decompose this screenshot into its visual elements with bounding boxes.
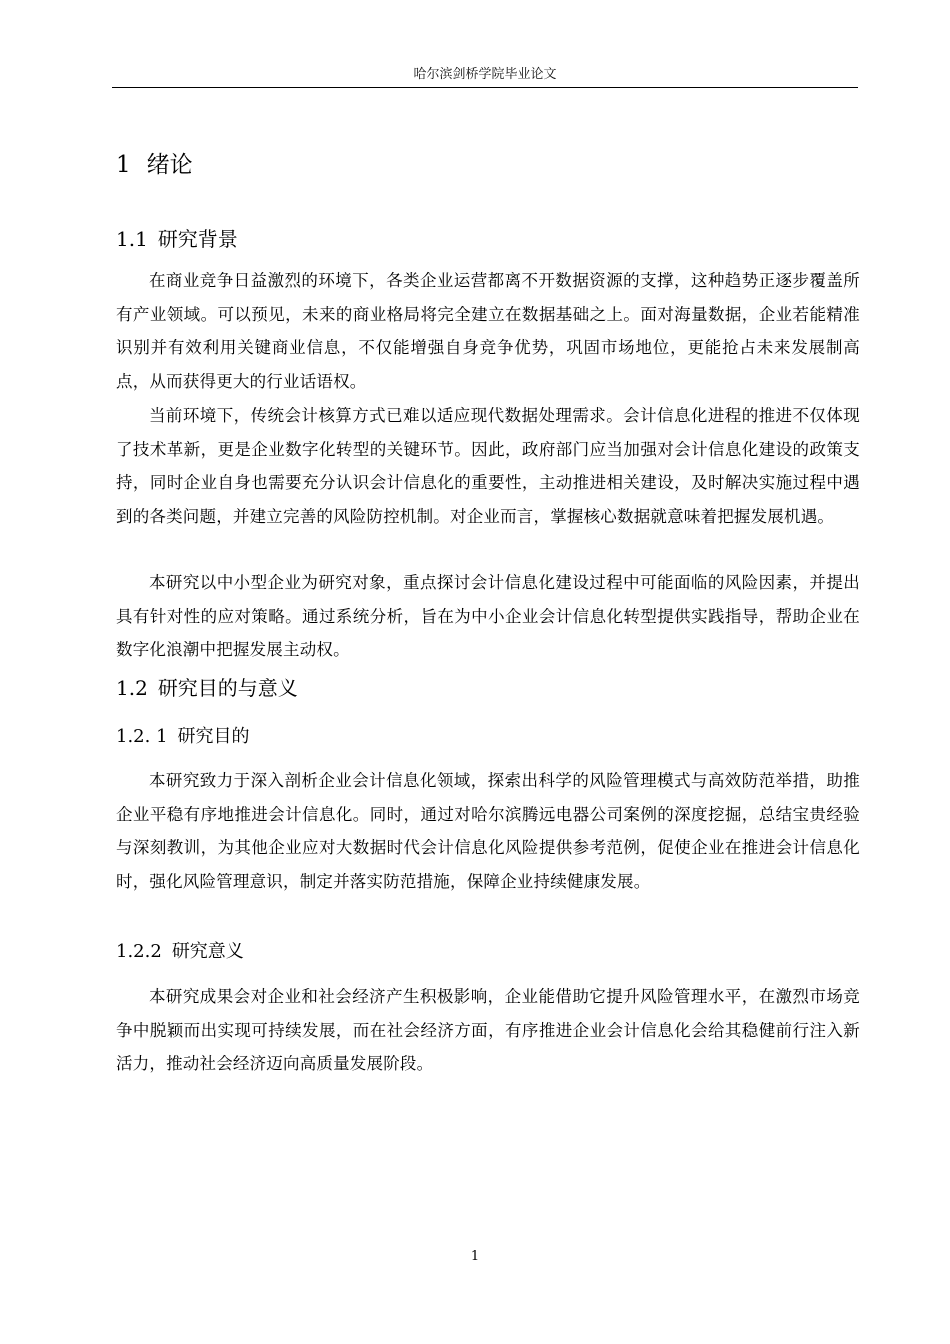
subsection-title: 研究意义 [171, 941, 244, 962]
subsection-number: 1.2. 1 [116, 726, 168, 747]
section-title: 研究目的与意义 [157, 676, 298, 700]
subsection-heading-1-2-2 [116, 939, 244, 965]
page-number: 1 [470, 1249, 480, 1264]
paragraph-significance: 本研究成果会对企业和社会经济产生积极影响，企业能借助它提升风险管理水平，在激烈市场竞争中脱颖而出实现可持续发展，而在社会经济方面，有序推进企业会计信息化会给其稳健前行注入新活力，推动社会经济迈向高质量发展阶段。 [116, 987, 860, 1074]
section-title: 研究背景 [157, 227, 238, 251]
section-number: 1.1 [116, 227, 148, 251]
section-heading-1-2 [116, 674, 298, 702]
chapter-title: 绪论 [146, 152, 193, 178]
paragraph-background-2: 当前环境下，传统会计核算方式已难以适应现代数据处理需求。会计信息化进程的推进不仅体现了技术革新，更是企业数字化转型的关键环节。因此，政府部门应当加强对会计信息化建设的政策支持，同时企业自身也需要充分认识会计信息化的重要性，主动推进相关建设，及时解决实施过程中遇到的各类问题，并建立完善的风险防控机制。对企业而言，掌握核心数据就意味着把握发展机遇。 [116, 406, 860, 526]
subsection-number: 1.2.2 [116, 941, 162, 962]
header-divider [112, 87, 858, 88]
section-heading-1-1 [116, 225, 238, 253]
section-number: 1.2 [116, 676, 148, 700]
paragraph-background-3: 本研究以中小型企业为研究对象，重点探讨会计信息化建设过程中可能面临的风险因素，并提出具有针对性的应对策略。通过系统分析，旨在为中小企业会计信息化转型提供实践指导，帮助企业在数字化浪潮中把握发展主动权。 [116, 573, 860, 660]
chapter-heading [116, 150, 193, 180]
paragraph-purpose: 本研究致力于深入剖析企业会计信息化领域，探索出科学的风险管理模式与高效防范举措，助推企业平稳有序地推进会计信息化。同时，通过对哈尔滨腾远电器公司案例的深度挖掘，总结宝贵经验与深刻教训，为其他企业应对大数据时代会计信息化风险提供参考范例，促使企业在推进会计信息化时，强化风险管理意识，制定并落实防范措施，保障企业持续健康发展。 [116, 771, 860, 891]
paragraph-background-1: 在商业竞争日益激烈的环境下，各类企业运营都离不开数据资源的支撑，这种趋势正逐步覆盖所有产业领域。可以预见，未来的商业格局将完全建立在数据基础之上。面对海量数据，企业若能精准识别并有效利用关键商业信息，不仅能增强自身竞争优势，巩固市场地位，更能抢占未来发展制高点，从而获得更大的行业话语权。 [116, 271, 860, 391]
subsection-heading-1-2-1 [116, 724, 250, 750]
subsection-title: 研究目的 [177, 726, 250, 747]
chapter-number: 1 [116, 152, 131, 178]
running-header: 哈尔滨剑桥学院毕业论文 [413, 67, 557, 82]
